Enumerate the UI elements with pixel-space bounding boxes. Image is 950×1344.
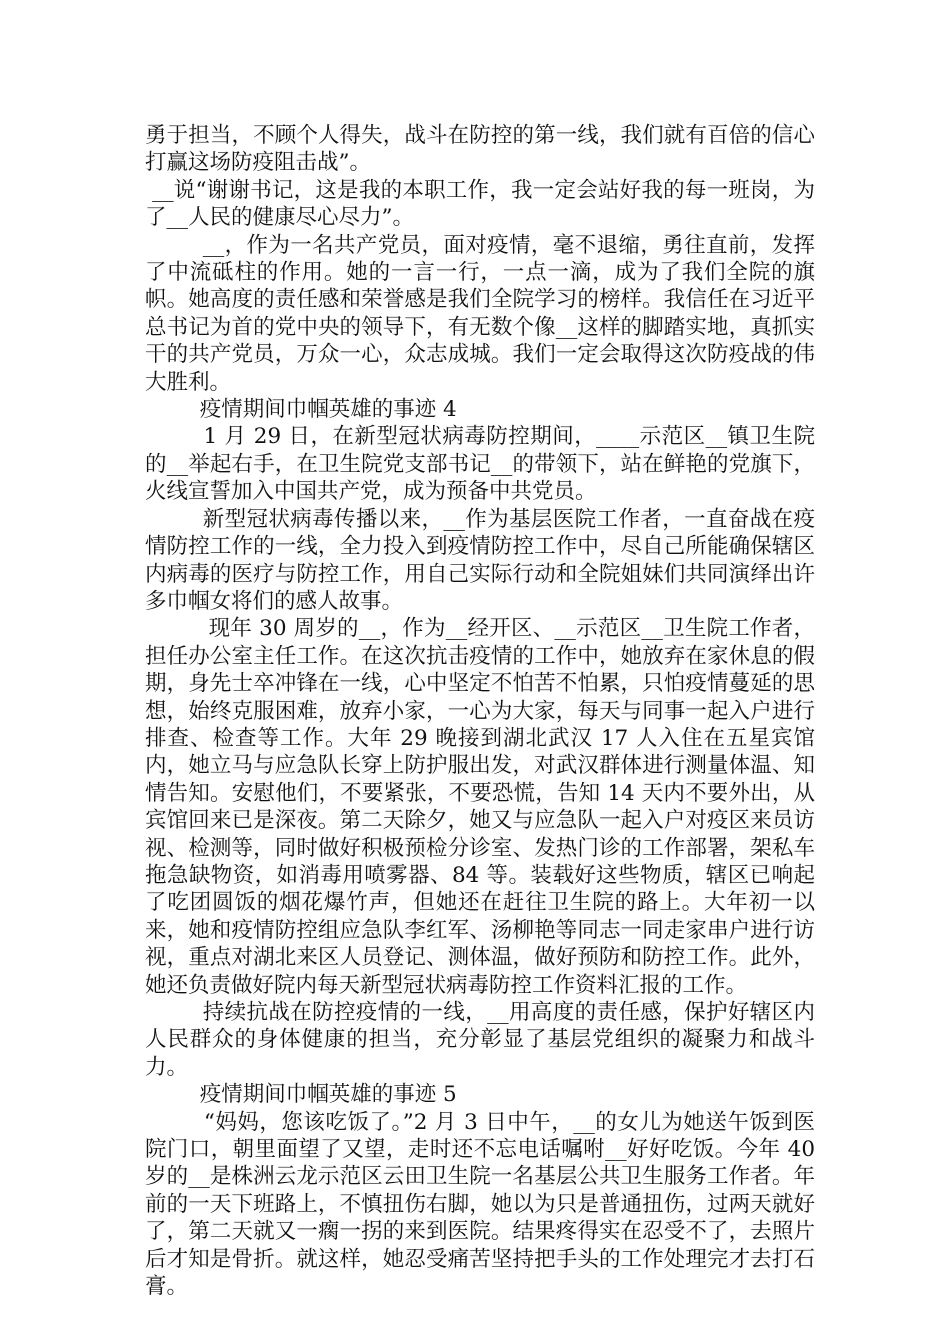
paragraph: “妈妈，您该吃饭了。”2 月 3 日中午，__的女儿为她送午饭到医院门口，朝里面望了又望，走时还不忘电话嘱咐__好好吃饭。今年 40 岁的__是株洲云龙示范区云田卫生院一名基层公共卫生服务工作者。年前的一天下班路上，不慎扭伤右脚，她以为只是普通扭伤，过两天就好了，第二天就又一瘸一拐的来到医院。结果疼得实在忍受不了，去照片后才知是骨折。就这样，她忍受痛苦坚持把手头的工作处理完才去打石膏。 xyxy=(145,1109,822,1300)
paragraph: 现年 30 周岁的__，作为__经开区、__示范区__卫生院工作者，担任办公室主任工作。在这次抗击疫情的工作中，她放弃在家休息的假期，身先士卒冲锋在一线，心中坚定不怕苦不怕累，只怕疫情蔓延的思想，始终克服困难，放弃小家，一心为大家，每天与同事一起入户进行排查、检查等工作。大年 29 晚接到湖北武汉 17 人入住在五星宾馆内，她立马与应急队长穿上防护服出发，对武汉群体进行测量体温、知情告知。安慰他们，不要紧张，不要恐慌，告知 14 天内不要外出，从宾馆回来已是深夜。第二天除夕，她又与应急队一起入户对疫区来员访视、检测等，同时做好积极预检分诊室、发热门诊的工作部署，架私车拖急缺物资，如消毒用喷雾器、84 等。装载好这些物质，辖区已响起了吃团圆饭的烟花爆竹声，但她还在赶往卫生院的路上。大年初一以来，她和疫情防控组应急队李红军、汤柳艳等同志一同走家串户进行访视，重点对湖北来区人员登记、测体温，做好预防和防控工作。此外，她还负责做好院内每天新型冠状病毒防控工作资料汇报的工作。 xyxy=(145,616,815,998)
document-body xyxy=(145,122,822,1300)
paragraph: __说“谢谢书记，这是我的本职工作，我一定会站好我的每一班岗，为了__人民的健康尽心尽力”。 xyxy=(145,177,815,231)
paragraph: 1 月 29 日，在新型冠状病毒防控期间，____示范区__镇卫生院的__举起右手，在卫生院党支部书记__的带领下，站在鲜艳的党旗下，火线宣誓加入中国共产党，成为预备中共党员。 xyxy=(145,424,815,505)
paragraph: __，作为一名共产党员，面对疫情，毫不退缩，勇往直前，发挥了中流砥柱的作用。她的一言一行，一点一滴，成为了我们全院的旗帜。她高度的责任感和荣誉感是我们全院学习的榜样。我信任在习近平总书记为首的党中央的领导下，有无数个像__这样的脚踏实地，真抓实干的共产党员，万众一心，众志成城。我们一定会取得这次防疫战的伟大胜利。 xyxy=(145,232,815,395)
paragraph: 持续抗战在防控疫情的一线，__用高度的责任感，保护好辖区内人民群众的身体健康的担当，充分彰显了基层党组织的凝聚力和战斗力。 xyxy=(145,1000,815,1080)
section-heading: 疫情期间巾帼英雄的事迹 5 xyxy=(145,1082,457,1108)
paragraph: 新型冠状病毒传播以来，__作为基层医院工作者，一直奋战在疫情防控工作的一线，全力投入到疫情防控工作中，尽自己所能确保辖区内病毒的医疗与防控工作，用自己实际行动和全院姐妹们共同演绎出许多巾帼女将们的感人故事。 xyxy=(145,506,815,614)
paragraph: 勇于担当，不顾个人得失，战斗在防控的第一线，我们就有百倍的信心打赢这场防疫阻击战”。 xyxy=(145,123,815,176)
section-heading: 疫情期间巾帼英雄的事迹 4 xyxy=(145,397,457,423)
